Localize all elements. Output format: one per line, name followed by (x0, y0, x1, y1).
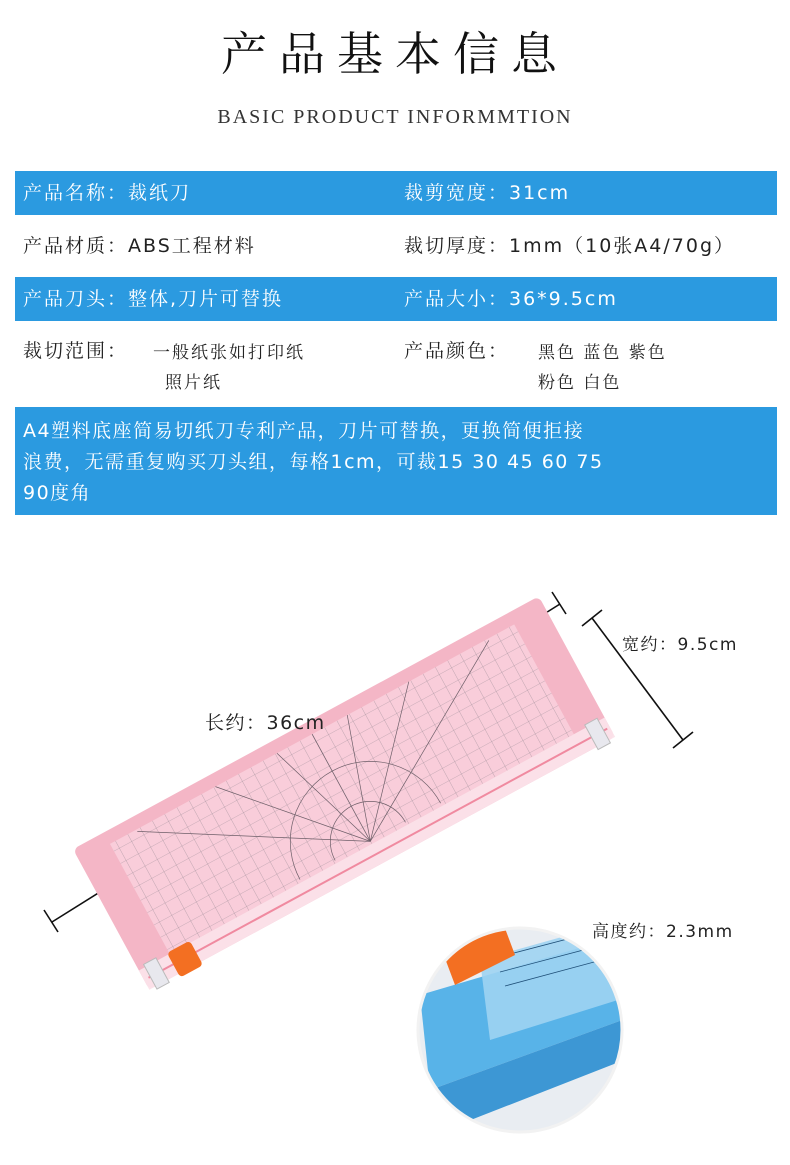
spec-material: 产品材质：ABS工程材料 (23, 235, 256, 257)
spec-range-line1: 一般纸张如打印纸 (153, 343, 305, 363)
note-line-3: 90度角 (23, 482, 92, 504)
spec-thickness: 裁切厚度：1mm（10张A4/70g） (404, 235, 736, 257)
width-label: 宽约：9.5cm (622, 635, 738, 655)
spec-color-line2: 粉色 白色 (538, 373, 622, 393)
spec-color-line1: 黑色 蓝色 紫色 (538, 343, 667, 363)
spec-blade: 产品刀头：整体,刀片可替换 (23, 288, 284, 310)
spec-range-label: 裁切范围： (23, 340, 129, 362)
height-closeup (418, 915, 650, 1132)
page-subtitle: BASIC PRODUCT INFORMMTION (217, 106, 573, 128)
spec-color-label: 产品颜色： (404, 340, 510, 362)
note-line-1: A4塑料底座简易切纸刀专利产品，刀片可替换，更换简便拒接 (23, 420, 585, 442)
spec-cut-width: 裁剪宽度：31cm (404, 182, 571, 204)
spec-name: 产品名称：裁纸刀 (23, 182, 192, 204)
spec-range-line2: 照片纸 (165, 373, 222, 393)
spec-size: 产品大小：36*9.5cm (404, 288, 618, 310)
height-label: 高度约：2.3mm (592, 922, 734, 942)
page-title: 产品基本信息 (221, 27, 569, 81)
length-label: 长约：36cm (205, 712, 326, 734)
note-line-2: 浪费，无需重复购买刀头组，每格1cm，可裁15 30 45 60 75 (23, 451, 604, 473)
